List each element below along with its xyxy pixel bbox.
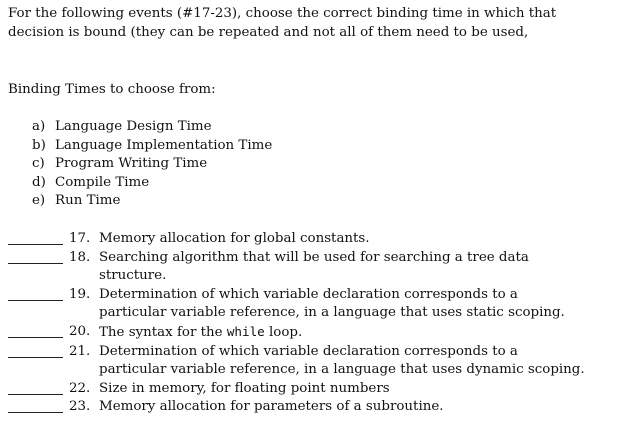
binding-time-option-d: [32, 174, 272, 193]
instructions-line-2: decision is bound (they can be repeated and not all of them need to be used,: [8, 24, 529, 40]
instructions-paragraph: [8, 5, 608, 42]
question-number: 20.: [69, 323, 91, 339]
question-number: 17.: [69, 231, 91, 246]
option-letter: d): [32, 174, 46, 190]
option-label: Run Time: [55, 193, 121, 209]
question-18: [0, 249, 619, 286]
question-text: [99, 323, 619, 343]
question-text: Memory allocation for global constants.: [99, 231, 370, 246]
binding-times-list: [32, 118, 272, 211]
option-label: Language Implementation Time: [55, 137, 273, 153]
question-number: 19.: [69, 286, 91, 302]
option-letter: b): [32, 137, 46, 153]
binding-time-option-c: [32, 155, 272, 174]
question-text: Searching algorithm that will be used for searching a tree data: [99, 249, 529, 265]
question-20: [0, 323, 619, 343]
answer-blank[interactable]: [8, 300, 63, 301]
option-letter: a): [32, 119, 46, 134]
question-number: 22.: [69, 380, 91, 396]
question-text-continued: particular variable reference, in a language that uses static scoping.: [99, 305, 565, 321]
binding-time-option-b: [32, 137, 272, 156]
question-text-after-code: loop.: [264, 324, 303, 340]
question-text: Size in memory, for floating point numbers: [99, 380, 390, 396]
option-label: Compile Time: [55, 174, 150, 190]
option-label: Language Design Time: [55, 119, 212, 134]
questions-list: [0, 230, 619, 417]
question-number: 23.: [69, 399, 91, 415]
answer-blank[interactable]: [8, 244, 63, 245]
answer-blank[interactable]: [8, 394, 63, 395]
answer-blank[interactable]: [8, 357, 63, 358]
question-21: [0, 343, 619, 380]
binding-time-option-e: [32, 192, 272, 211]
question-22: [0, 380, 619, 399]
instructions-line-1: For the following events (#17-23), choose the correct binding time in which that: [8, 6, 557, 21]
question-23: [0, 398, 619, 417]
question-text: Memory allocation for parameters of a subroutine.: [99, 399, 444, 415]
option-label: Program Writing Time: [55, 156, 208, 172]
binding-time-option-a: [32, 118, 272, 137]
question-number: 21.: [69, 343, 91, 359]
question-text-before-code: The syntax for the: [99, 324, 227, 340]
question-text: Determination of which variable declaration corresponds to a: [99, 286, 518, 302]
question-number: 18.: [69, 249, 91, 265]
question-text: Determination of which variable declaration corresponds to a: [99, 343, 518, 359]
question-17: [0, 230, 619, 249]
answer-blank[interactable]: [8, 263, 63, 264]
question-19: [0, 286, 619, 323]
option-letter: e): [32, 193, 46, 209]
binding-times-heading: Binding Times to choose from:: [8, 82, 216, 97]
question-text-continued: particular variable reference, in a language that uses dynamic scoping.: [99, 362, 585, 378]
option-letter: c): [32, 156, 45, 172]
code-keyword-while: while: [226, 323, 265, 339]
answer-blank[interactable]: [8, 412, 63, 413]
question-text-continued: structure.: [99, 268, 167, 284]
answer-blank[interactable]: [8, 337, 63, 338]
